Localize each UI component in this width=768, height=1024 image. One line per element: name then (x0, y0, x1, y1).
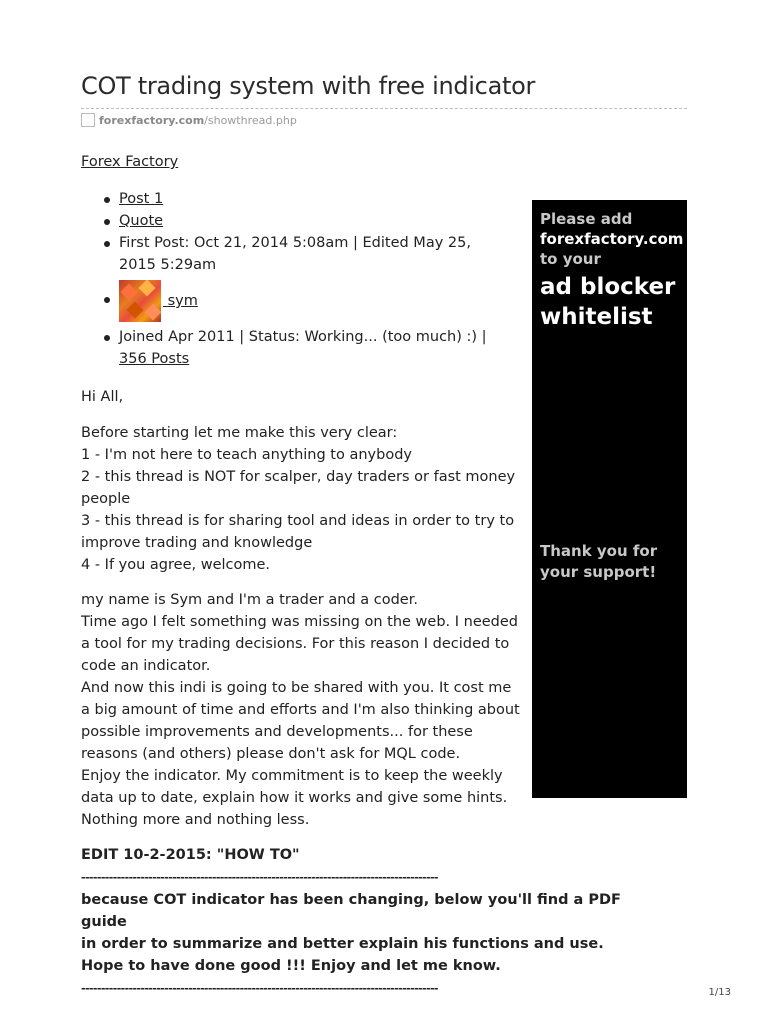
edit-block (81, 844, 641, 1000)
favicon-icon (81, 113, 95, 127)
text-line: 1 - I'm not here to teach anything to anybody (81, 447, 412, 463)
text-line: Enjoy the indicator. My commitment is to keep the weekly data up to date, explain how it works and give some hints. (81, 768, 508, 806)
edit-heading: EDIT 10-2-2015: "HOW TO" (81, 847, 300, 863)
list-item (81, 326, 501, 370)
separator-line: ------------------------------------------------------------------------------------------ (81, 982, 438, 995)
first-post-info: First Post: Oct 21, 2014 5:08am | Edited May 25, 2015 5:29am (81, 232, 501, 276)
ad-thanks (540, 541, 657, 583)
source-domain: forexfactory.com (99, 113, 205, 127)
post-link[interactable]: Post 1 (119, 191, 164, 207)
title-divider (81, 108, 687, 109)
page-number: 1/13 (708, 987, 731, 998)
text-line: my name is Sym and I'm a trader and a coder. (81, 592, 418, 608)
text-line: Hope to have done good !!! Enjoy and let me know. (81, 958, 501, 974)
posts-count-link[interactable]: 356 Posts (119, 351, 190, 367)
greeting-text: Hi All, (81, 389, 124, 405)
post-meta-list (81, 188, 501, 370)
username-link[interactable] (163, 290, 198, 312)
ad-line: to your (540, 250, 601, 268)
ad-line: Please add (540, 210, 633, 228)
intro-paragraph (81, 422, 521, 576)
page-title: COT trading system with free indicator (81, 72, 536, 100)
list-item (81, 188, 501, 210)
text-line: Time ago I felt something was missing on the web. I needed a tool for my trading decisions. For this reason I decided to code an indicator. (81, 614, 519, 674)
text-line: Nothing more and nothing less. (81, 812, 310, 828)
text-line: in order to summarize and better explain his functions and use. (81, 936, 604, 952)
username: sym (167, 293, 198, 309)
ad-headline-line: whitelist (540, 304, 653, 330)
ad-headline (540, 272, 675, 332)
about-paragraph (81, 589, 521, 831)
breadcrumb-forex-factory[interactable]: Forex Factory (81, 154, 179, 170)
ad-headline-line: ad blocker (540, 274, 676, 300)
ad-thanks-line: your support! (540, 563, 657, 581)
list-item (81, 276, 501, 326)
ad-thanks-line: Thank you for (540, 542, 658, 560)
source-path: /showthread.php (204, 113, 297, 127)
source-url[interactable] (81, 113, 297, 127)
text-line: 2 - this thread is NOT for scalper, day traders or fast money people (81, 469, 516, 507)
joined-status: Joined Apr 2011 | Status: Working... (too much) :) | (119, 329, 487, 345)
separator-line: ------------------------------------------------------------------------------------------ (81, 871, 438, 884)
avatar[interactable] (119, 280, 161, 322)
list-item (81, 210, 501, 232)
text-line: 3 - this thread is for sharing tool and ideas in order to try to improve trading and knowledge (81, 513, 515, 551)
text-line: because COT indicator has been changing, below you'll find a PDF guide (81, 892, 621, 930)
text-line: And now this indi is going to be shared with you. It cost me a big amount of time and efforts and I'm also thinking about possible improvements and developments... for these reasons (and others) please don't ask for MQL code. (81, 680, 520, 762)
text-line: 4 - If you agree, welcome. (81, 557, 271, 573)
ad-line: forexfactory.com (540, 230, 684, 248)
ad-blocker-banner[interactable] (532, 200, 687, 798)
text-line: Before starting let me make this very clear: (81, 425, 398, 441)
quote-link[interactable]: Quote (119, 213, 164, 229)
